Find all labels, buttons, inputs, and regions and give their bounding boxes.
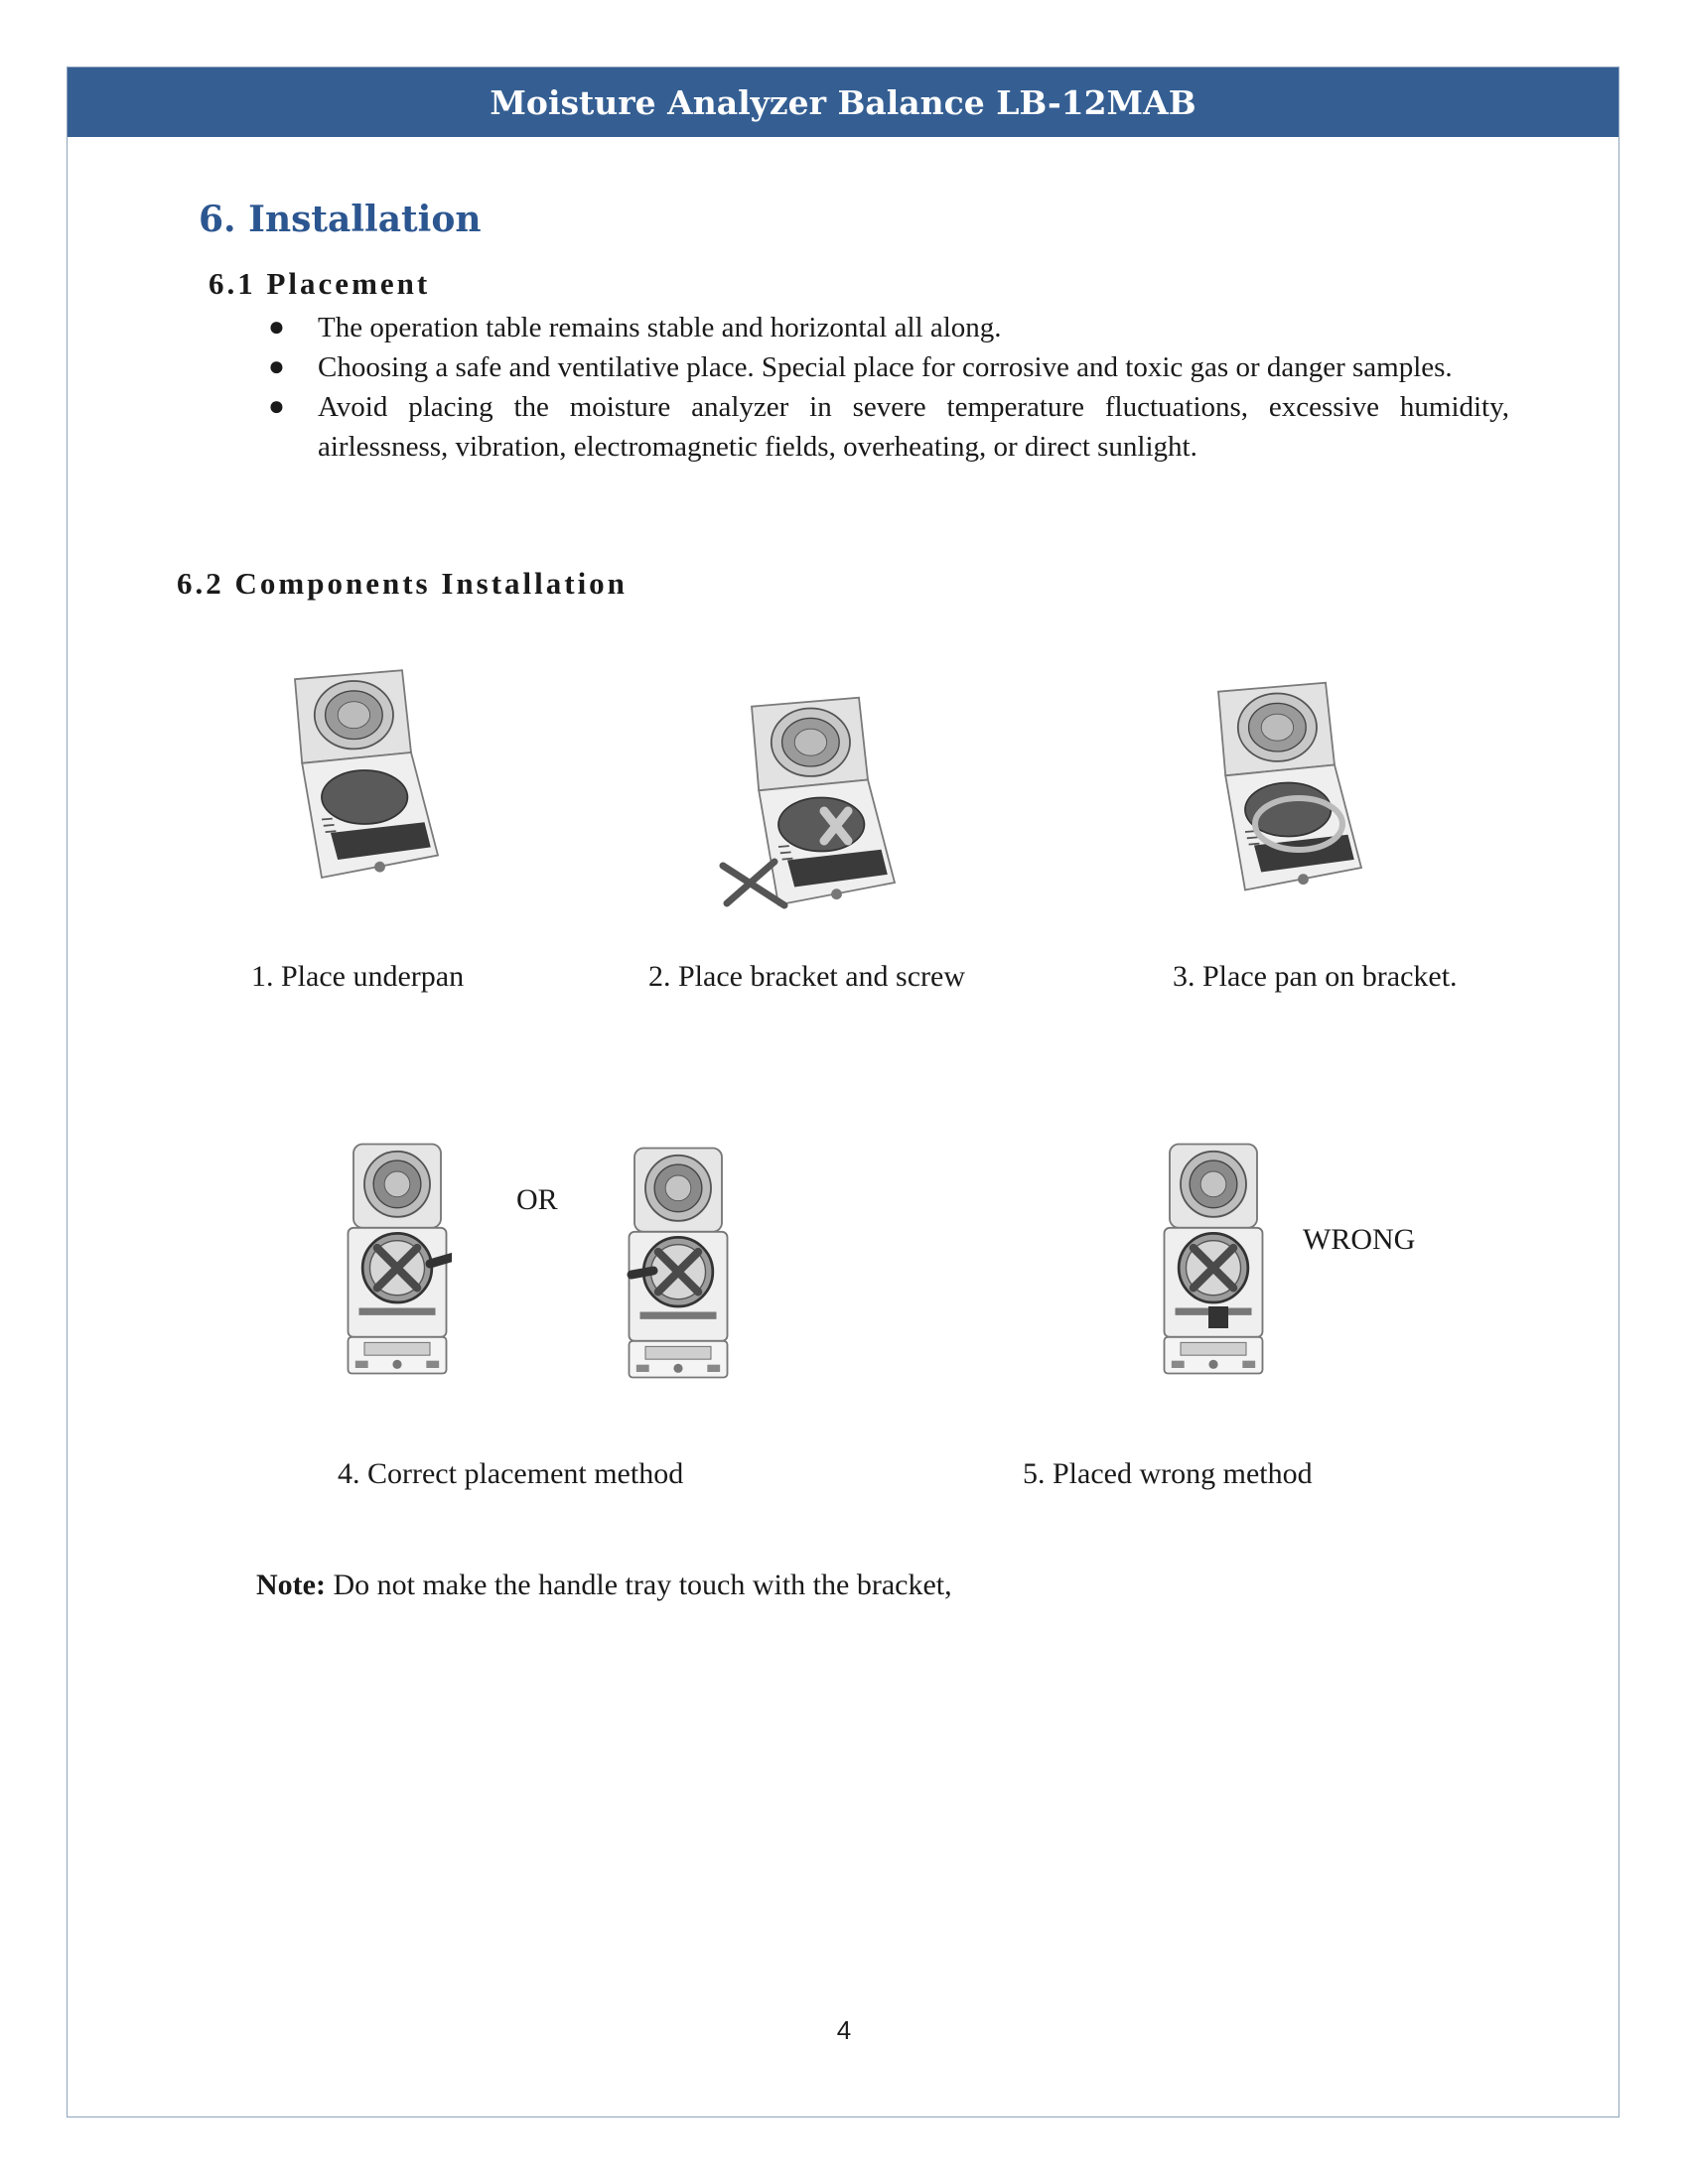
wrong-label: WRONG: [1303, 1223, 1416, 1256]
document-title: Moisture Analyzer Balance LB-12MAB: [490, 82, 1196, 122]
device-image-correct-b: [624, 1144, 733, 1382]
placement-bullet-list: [268, 308, 1509, 467]
device-image-underpan: [268, 660, 447, 898]
bullet-dot-icon: ●: [268, 351, 285, 382]
step-4-caption: 4. Correct placement method: [338, 1457, 684, 1490]
device-image-correct-a: [343, 1140, 452, 1378]
bullet-dot-icon: ●: [268, 312, 285, 342]
device-image-wrong: [1159, 1140, 1268, 1378]
bracket-part-image: [715, 854, 794, 913]
components-heading: 6.2 Components Installation: [177, 566, 628, 601]
page-number: 4: [836, 2015, 852, 2045]
step-3-caption: 3. Place pan on bracket.: [1173, 960, 1458, 993]
step-1-caption: 1. Place underpan: [251, 960, 465, 993]
section-title: 6. Installation: [199, 199, 482, 240]
bullet-item: ● Avoid placing the moisture analyzer in severe temperature fluctuations, excessive humidity, airlessness, vibration, electromagnetic fields, overheating, or direct sunlight.: [268, 387, 1509, 467]
or-label: OR: [516, 1183, 558, 1216]
note-text: Do not make the handle tray touch with the bracket,: [325, 1569, 952, 1601]
bullet-item: ● The operation table remains stable and horizontal all along.: [268, 308, 1509, 347]
bullet-item: ● Choosing a safe and ventilative place. Special place for corrosive and toxic gas or danger samples.: [268, 347, 1509, 387]
bullet-dot-icon: ●: [268, 391, 285, 422]
step-5-caption: 5. Placed wrong method: [1023, 1457, 1313, 1490]
note-paragraph: [256, 1569, 952, 1602]
note-label: Note:: [256, 1569, 326, 1601]
placement-heading: 6.1 Placement: [209, 266, 431, 301]
step-2-caption: 2. Place bracket and screw: [648, 960, 966, 993]
device-image-pan: [1192, 675, 1370, 908]
document-header: [68, 68, 1618, 137]
